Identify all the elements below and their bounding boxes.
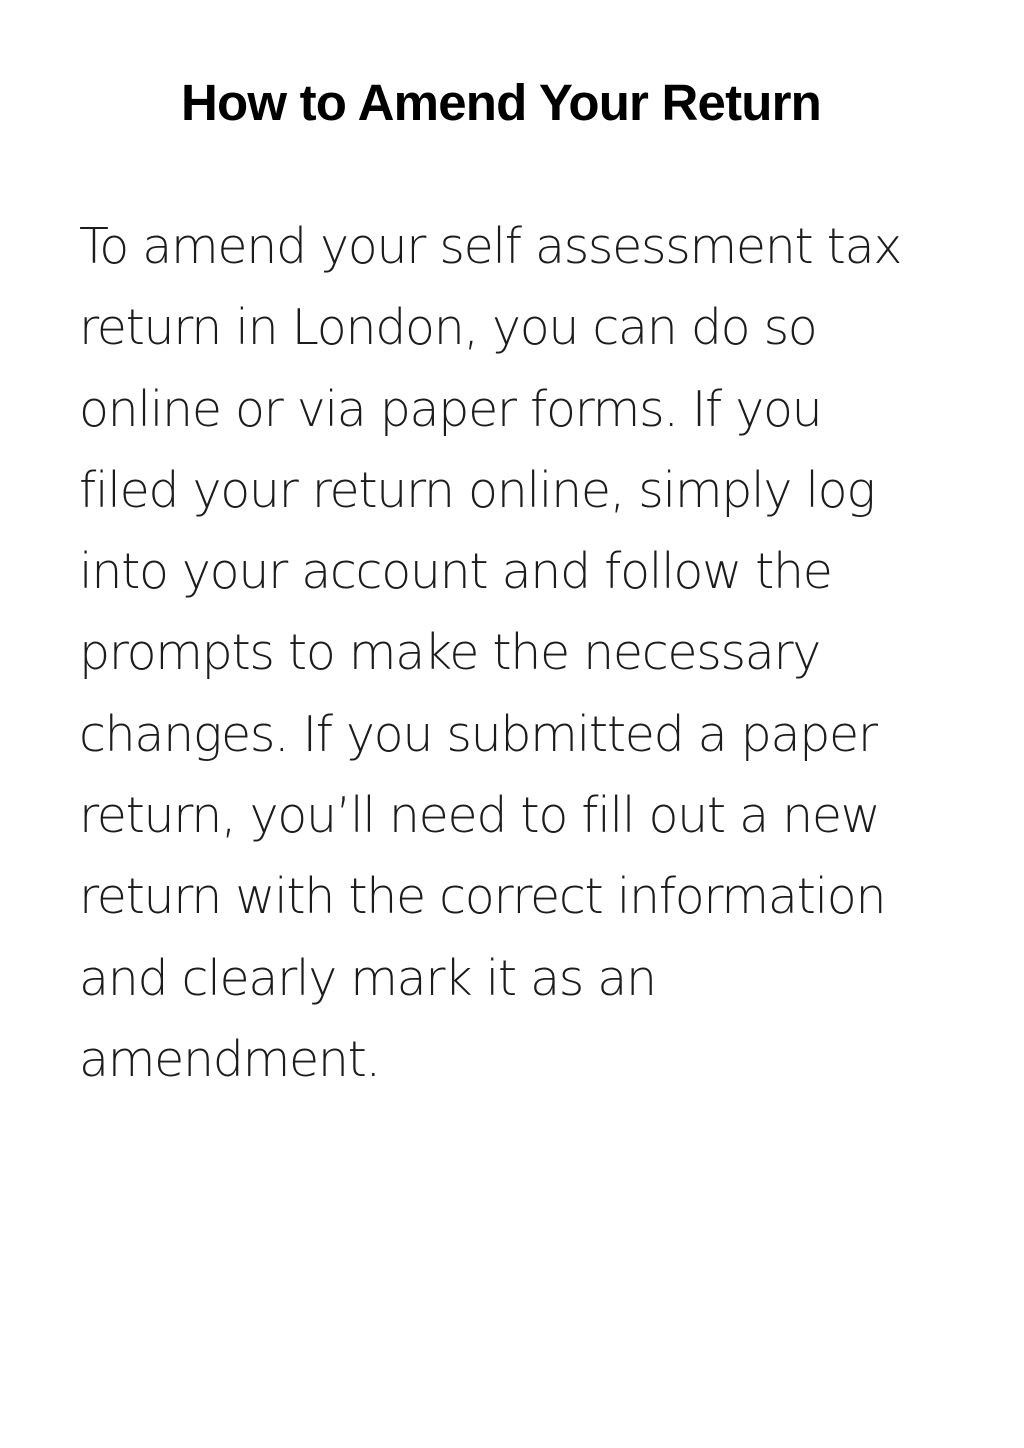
body-paragraph [79,206,969,1100]
body-line: prompts to make the necessary [79,624,820,682]
body-line: online or via paper forms. If you [79,380,822,438]
body-line: changes. If you submitted a paper [79,705,877,763]
body-line: return, you’ll need to fill out a new [79,787,880,845]
body-line: into your account and follow the [79,543,832,601]
body-line: return with the correct information [79,868,886,926]
page-title: How to Amend Your Return [180,74,821,131]
body-line: To amend your self assessment tax [79,218,902,275]
body-line: return in London, you can do so [79,299,817,357]
body-line: filed your return online, simply log [79,461,875,519]
body-line: amendment. [79,1030,380,1088]
body-line: and clearly mark it as an [79,949,656,1007]
